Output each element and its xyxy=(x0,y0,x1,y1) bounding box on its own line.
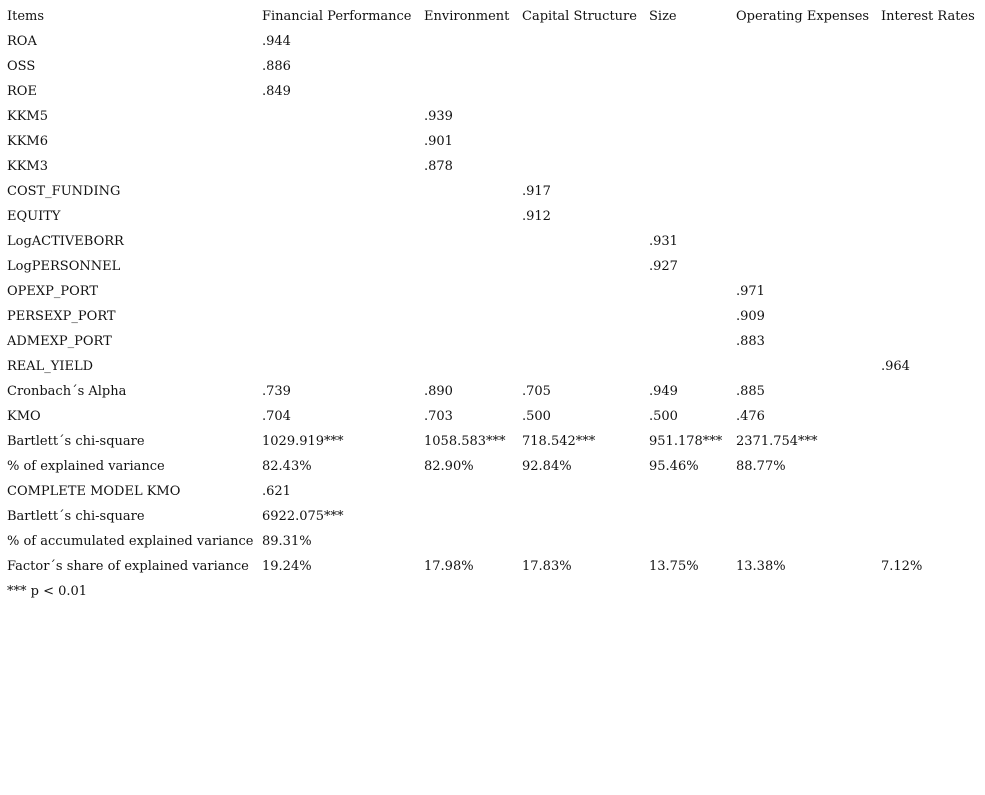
table-cell xyxy=(733,254,878,279)
row-label: EQUITY xyxy=(7,209,61,224)
table-cell: 2371.754*** xyxy=(736,434,818,449)
row-label: OSS xyxy=(7,59,36,74)
table-cell: 13.38% xyxy=(736,559,786,574)
table-cell xyxy=(421,204,519,229)
table-cell: .705 xyxy=(522,384,551,399)
row-label: Bartlett´s chi-square xyxy=(7,509,145,524)
table-cell xyxy=(519,254,646,279)
row-label: Cronbach´s Alpha xyxy=(7,384,127,399)
table-cell: .931 xyxy=(649,234,678,249)
table-cell: 88.77% xyxy=(736,459,786,474)
table-cell xyxy=(646,304,733,329)
table-cell xyxy=(878,254,978,279)
table-cell xyxy=(646,504,733,529)
table-cell xyxy=(421,54,519,79)
table-cell xyxy=(733,354,878,379)
table-cell xyxy=(421,79,519,104)
table-cell xyxy=(733,504,878,529)
table-cell: 89.31% xyxy=(262,534,312,549)
table-cell xyxy=(421,329,519,354)
table-cell xyxy=(646,529,733,554)
table-cell xyxy=(878,129,978,154)
table-cell xyxy=(878,54,978,79)
table-cell xyxy=(421,254,519,279)
table-cell xyxy=(878,529,978,554)
table-cell: 7.12% xyxy=(881,559,923,574)
table-cell xyxy=(519,54,646,79)
table-cell xyxy=(259,154,421,179)
row-label: PERSEXP_PORT xyxy=(7,309,116,324)
table-cell: 17.98% xyxy=(424,559,474,574)
table-cell xyxy=(259,254,421,279)
column-header: Financial Performance xyxy=(262,9,412,24)
row-label: COMPLETE MODEL KMO xyxy=(7,484,181,499)
row-label: LogACTIVEBORR xyxy=(7,234,124,249)
row-label: KMO xyxy=(7,409,41,424)
table-cell xyxy=(421,479,519,504)
column-header: Items xyxy=(7,9,45,24)
table-row xyxy=(4,404,978,429)
table-cell xyxy=(421,354,519,379)
table-cell xyxy=(646,54,733,79)
table-cell xyxy=(733,29,878,54)
table-cell xyxy=(259,329,421,354)
table-cell xyxy=(733,104,878,129)
table-cell xyxy=(259,279,421,304)
table-row xyxy=(4,104,978,129)
row-label: ROA xyxy=(7,34,37,49)
table-cell xyxy=(733,204,878,229)
table-cell xyxy=(421,229,519,254)
table-cell: 95.46% xyxy=(649,459,699,474)
column-header: Capital Structure xyxy=(522,9,637,24)
table-cell xyxy=(733,129,878,154)
table-cell xyxy=(519,304,646,329)
table-cell: .971 xyxy=(736,284,765,299)
table-cell xyxy=(646,479,733,504)
table-cell xyxy=(519,504,646,529)
table-cell: .890 xyxy=(424,384,453,399)
table-cell: .886 xyxy=(262,59,291,74)
table-cell xyxy=(646,29,733,54)
table-cell xyxy=(878,479,978,504)
row-label: KKM6 xyxy=(7,134,49,149)
table-row xyxy=(4,204,978,229)
table-cell xyxy=(733,54,878,79)
table-row xyxy=(4,79,978,104)
table-cell xyxy=(259,204,421,229)
table-cell xyxy=(259,354,421,379)
table-cell xyxy=(421,304,519,329)
table-cell xyxy=(519,129,646,154)
table-cell xyxy=(878,279,978,304)
table-cell: .878 xyxy=(424,159,453,174)
table-cell xyxy=(646,329,733,354)
table-cell: 951.178*** xyxy=(649,434,723,449)
table-cell xyxy=(519,279,646,304)
table-cell: 92.84% xyxy=(522,459,572,474)
table-cell xyxy=(646,279,733,304)
table-cell: .917 xyxy=(522,184,551,199)
table-cell: 13.75% xyxy=(649,559,699,574)
table-cell xyxy=(259,229,421,254)
row-label: REAL_YIELD xyxy=(7,359,94,374)
table-cell xyxy=(878,29,978,54)
table-cell: .927 xyxy=(649,259,678,274)
table-cell xyxy=(646,179,733,204)
table-cell: 82.90% xyxy=(424,459,474,474)
table-row xyxy=(4,354,978,379)
table-cell: .944 xyxy=(262,34,291,49)
table-cell: .500 xyxy=(522,409,551,424)
table-cell xyxy=(646,129,733,154)
table-cell xyxy=(259,129,421,154)
factor-analysis-table xyxy=(4,4,978,579)
table-row xyxy=(4,179,978,204)
table-cell: 1029.919*** xyxy=(262,434,344,449)
table-cell xyxy=(259,304,421,329)
column-header: Size xyxy=(649,9,677,24)
table-cell xyxy=(421,179,519,204)
table-cell xyxy=(519,154,646,179)
table-cell: .883 xyxy=(736,334,765,349)
table-cell xyxy=(421,29,519,54)
row-label: COST_FUNDING xyxy=(7,184,121,199)
table-cell xyxy=(259,179,421,204)
table-row xyxy=(4,379,978,404)
row-label: LogPERSONNEL xyxy=(7,259,121,274)
table-cell: .703 xyxy=(424,409,453,424)
table-cell xyxy=(646,79,733,104)
table-row xyxy=(4,504,978,529)
header-row xyxy=(4,4,978,29)
table-cell xyxy=(519,354,646,379)
column-header: Environment xyxy=(424,9,510,24)
table-cell xyxy=(878,504,978,529)
row-label: Bartlett´s chi-square xyxy=(7,434,145,449)
table-cell: .912 xyxy=(522,209,551,224)
table-row xyxy=(4,29,978,54)
table-cell xyxy=(878,104,978,129)
column-header: Operating Expenses xyxy=(736,9,870,24)
table-cell: .500 xyxy=(649,409,678,424)
row-label: % of explained variance xyxy=(7,459,165,474)
table-cell xyxy=(519,529,646,554)
table-cell: 1058.583*** xyxy=(424,434,506,449)
table-row xyxy=(4,279,978,304)
table-cell: 6922.075*** xyxy=(262,509,344,524)
table-row xyxy=(4,304,978,329)
table-cell xyxy=(733,154,878,179)
table-cell: .939 xyxy=(424,109,453,124)
table-cell xyxy=(878,404,978,429)
table-cell: 19.24% xyxy=(262,559,312,574)
table-cell xyxy=(421,279,519,304)
table-cell xyxy=(878,154,978,179)
table-cell xyxy=(421,504,519,529)
table-row xyxy=(4,529,978,554)
table-cell: .476 xyxy=(736,409,765,424)
row-label: KKM3 xyxy=(7,159,49,174)
table-cell xyxy=(646,354,733,379)
table-cell xyxy=(646,204,733,229)
table-cell xyxy=(733,529,878,554)
table-cell: .739 xyxy=(262,384,291,399)
table-cell xyxy=(519,329,646,354)
table-cell xyxy=(878,329,978,354)
table-cell xyxy=(519,229,646,254)
table-cell xyxy=(878,79,978,104)
significance-footnote: *** p < 0.01 xyxy=(7,584,88,599)
table-cell: .964 xyxy=(881,359,910,374)
table-cell xyxy=(646,154,733,179)
table-cell xyxy=(878,204,978,229)
table-cell xyxy=(733,179,878,204)
table-cell xyxy=(519,104,646,129)
table-cell xyxy=(878,304,978,329)
table-cell xyxy=(519,79,646,104)
table-cell: .901 xyxy=(424,134,453,149)
table-cell: .621 xyxy=(262,484,291,499)
table-cell xyxy=(878,429,978,454)
table-cell xyxy=(878,454,978,479)
table-row xyxy=(4,54,978,79)
row-label: ROE xyxy=(7,84,37,99)
table-row xyxy=(4,229,978,254)
table-cell xyxy=(259,104,421,129)
table-row xyxy=(4,479,978,504)
table-cell: .885 xyxy=(736,384,765,399)
row-label: OPEXP_PORT xyxy=(7,284,99,299)
table-cell xyxy=(733,79,878,104)
table-cell: .704 xyxy=(262,409,291,424)
table-cell: 718.542*** xyxy=(522,434,596,449)
table-row xyxy=(4,154,978,179)
table-cell: .849 xyxy=(262,84,291,99)
table-row xyxy=(4,254,978,279)
table-cell xyxy=(421,529,519,554)
table-row xyxy=(4,329,978,354)
table-cell xyxy=(733,479,878,504)
table-cell xyxy=(878,379,978,404)
row-label: Factor´s share of explained variance xyxy=(7,559,249,574)
table-cell xyxy=(878,179,978,204)
table-row xyxy=(4,429,978,454)
table-cell xyxy=(519,479,646,504)
table-cell xyxy=(646,104,733,129)
table-cell xyxy=(733,229,878,254)
table-cell: 82.43% xyxy=(262,459,312,474)
table-row xyxy=(4,454,978,479)
table-row xyxy=(4,129,978,154)
table-cell: .949 xyxy=(649,384,678,399)
row-label: KKM5 xyxy=(7,109,49,124)
column-header: Interest Rates xyxy=(881,9,975,24)
row-label: % of accumulated explained variance xyxy=(7,534,254,549)
table-cell: 17.83% xyxy=(522,559,572,574)
table-cell xyxy=(519,29,646,54)
row-label: ADMEXP_PORT xyxy=(7,334,112,349)
table-row xyxy=(4,554,978,579)
table-cell: .909 xyxy=(736,309,765,324)
table-cell xyxy=(878,229,978,254)
